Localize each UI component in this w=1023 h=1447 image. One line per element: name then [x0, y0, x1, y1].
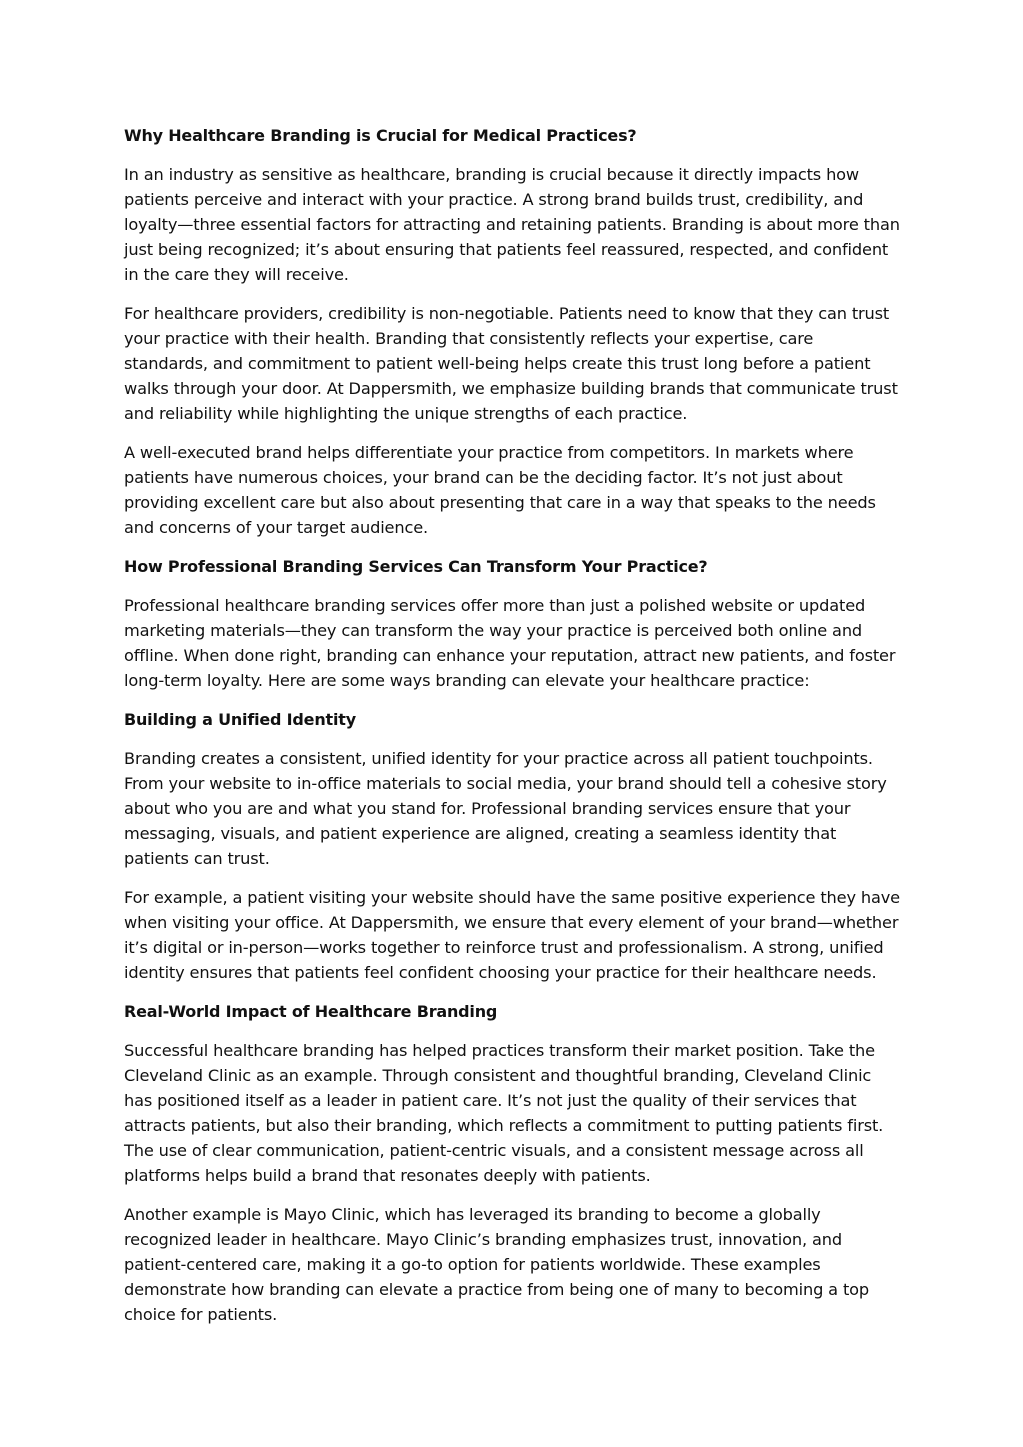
- section-heading-real-world-impact: Real-World Impact of Healthcare Branding: [124, 1002, 498, 1021]
- section-heading-why-branding: Why Healthcare Branding is Crucial for Medical Practices?: [124, 126, 637, 145]
- paragraph-mayo-clinic: Another example is Mayo Clinic, which has leveraged its branding to become a globally recognized leader in healthcare. Mayo Clinic’s branding emphasizes trust, innovation, and patient-centered care, making it a go-to option for patients worldwide. These examples demonstrate how branding can elevate a practice from being one of many to becoming a top choice for patients.: [124, 1205, 870, 1324]
- paragraph-credibility: For healthcare providers, credibility is non-negotiable. Patients need to know that they can trust your practice with their health. Branding that consistently reflects your expertise, care standards, and commitment to patient well-being helps create this trust long before a patient walks through your door. At Dappersmith, we emphasize building brands that communicate trust and reliability while highlighting the unique strengths of each practice.: [124, 304, 898, 423]
- paragraph-differentiation: A well-executed brand helps differentiate your practice from competitors. In markets where patients have numerous choices, your brand can be the deciding factor. It’s not just about providing excellent care but also about presenting that care in a way that speaks to the needs and concerns of your target audience.: [124, 443, 876, 537]
- paragraph-cleveland-clinic: Successful healthcare branding has helped practices transform their market position. Take the Cleveland Clinic as an example. Through consistent and thoughtful branding, Cleveland Clinic has positioned itself as a leader in patient care. It’s not just the quality of their services that attracts patients, but also their branding, which reflects a commitment to putting patients first. The use of clear communication, patient-centric visuals, and a consistent message across all platforms helps build a brand that resonates deeply with patients.: [124, 1041, 884, 1185]
- section-heading-unified-identity: Building a Unified Identity: [124, 710, 356, 729]
- section-heading-professional-services: How Professional Branding Services Can Transform Your Practice?: [124, 557, 708, 576]
- paragraph-unified-identity: Branding creates a consistent, unified identity for your practice across all patient touchpoints. From your website to in-office materials to social media, your brand should tell a cohesive story about who you are and what you stand for. Professional branding services ensure that your messaging, visuals, and patient experience are aligned, creating a seamless identity that patients can trust.: [124, 749, 887, 868]
- paragraph-professional-services: Professional healthcare branding services offer more than just a polished website or updated marketing materials—they can transform the way your practice is perceived both online and offline. When done right, branding can enhance your reputation, attract new patients, and foster long-term loyalty. Here are some ways branding can elevate your healthcare practice:: [124, 596, 896, 690]
- document-page: [124, 123, 902, 1341]
- paragraph-industry-sensitivity: In an industry as sensitive as healthcare, branding is crucial because it directly impacts how patients perceive and interact with your practice. A strong brand builds trust, credibility, and loyalty—three essential factors for attracting and retaining patients. Branding is about more than just being recognized; it’s about ensuring that patients feel reassured, respected, and confident in the care they will receive.: [124, 165, 900, 284]
- paragraph-example-visit: For example, a patient visiting your website should have the same positive experience they have when visiting your office. At Dappersmith, we ensure that every element of your brand—whether it’s digital or in-person—works together to reinforce trust and professionalism. A strong, unified identity ensures that patients feel confident choosing your practice for their healthcare needs.: [124, 888, 900, 982]
